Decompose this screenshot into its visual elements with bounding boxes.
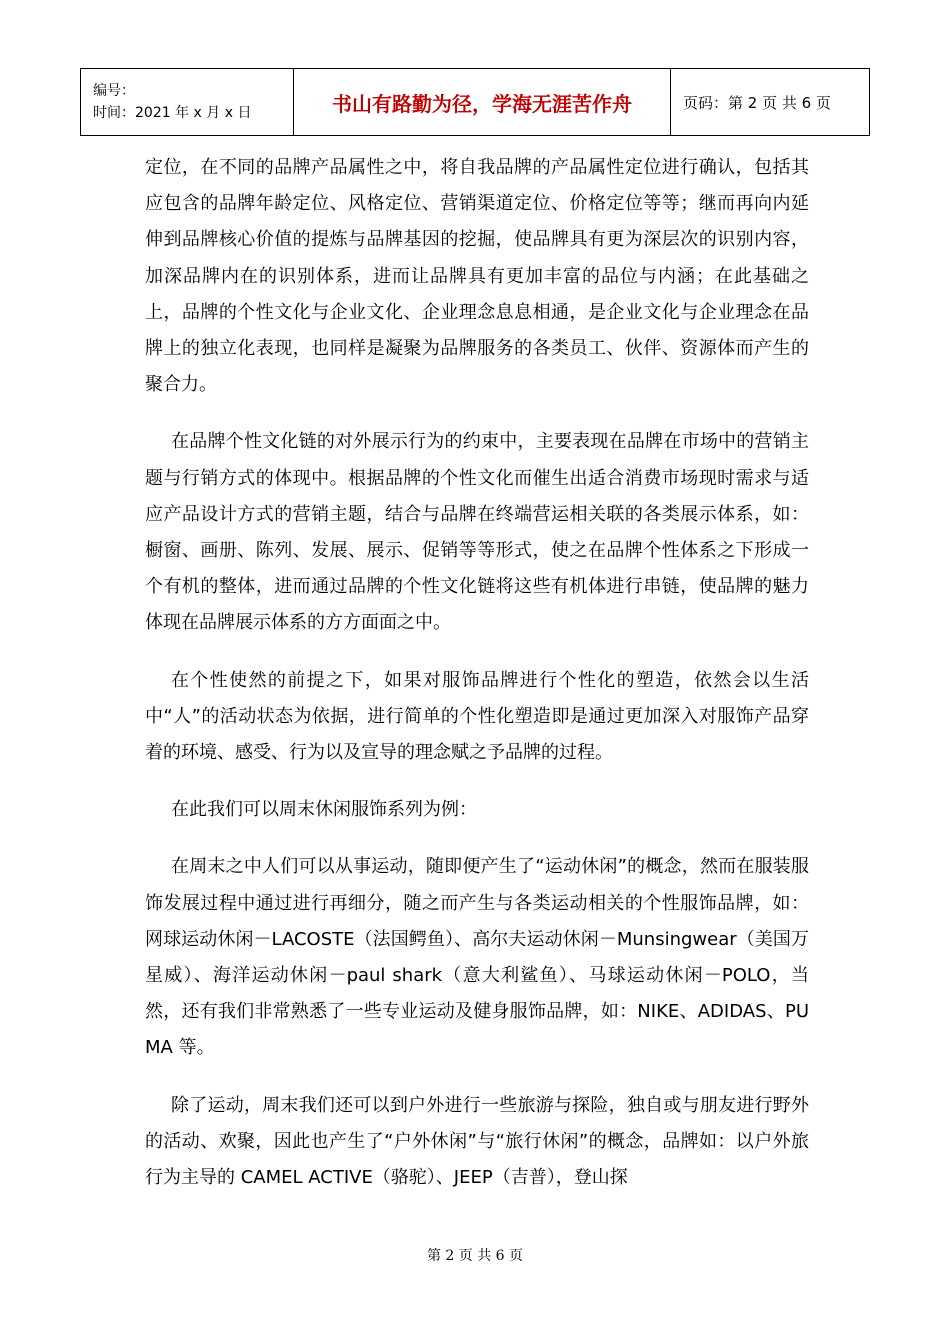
paragraph: 在个性使然的前提之下，如果对服饰品牌进行个性化的塑造，依然会以生活中“人”的活动状态为依据，进行简单的个性化塑造即是通过更加深入对服饰产品穿着的环境、感受、行为以及宣导的理念赋之予品牌的过程。 [145,669,809,764]
page-footer: 第 2 页 共 6 页 [426,1248,524,1264]
paragraph: 在周末之中人们可以从事运动，随即便产生了“运动休闲”的概念，然而在服装服饰发展过程中通过进行再细分，随之而产生与各类运动相关的个性服饰品牌，如：网球运动休闲－LACOSTE（法国鳄鱼）、高尔夫运动休闲－Munsingwear（美国万星威）、海洋运动休闲－paul shark（意大利鲨鱼）、马球运动休闲－POLO，当然，还有我们非常熟悉了一些专业运动及健身服饰品牌，如：NIKE、ADIDAS、PUMA 等。 [145,856,809,1059]
paragraph: 除了运动，周末我们还可以到户外进行一些旅游与探险，独自或与朋友进行野外的活动、欢聚，因此也产生了“户外休闲”与“旅行休闲”的概念，品牌如：以户外旅行为主导的 CAMEL ACTIVE（骆驼）、JEEP（吉普），登山探 [145,1094,809,1189]
paragraph: 定位，在不同的品牌产品属性之中，将自我品牌的产品属性定位进行确认，包括其应包含的品牌年龄定位、风格定位、营销渠道定位、价格定位等等；继而再向内延伸到品牌核心价值的提炼与品牌基因的挖掘，使品牌具有更为深层次的识别内容，加深品牌内在的识别体系，进而让品牌具有更加丰富的品位与内涵；在此基础之上，品牌的个性文化与企业文化、企业理念息息相通，是企业文化与企业理念在品牌上的独立化表现，也同样是凝聚为品牌服务的各类员工、伙伴、资源体而产生的聚合力。 [145,157,809,396]
document-number: 编号： [93,83,135,99]
header-motto: 书山有路勤为径，学海无涯苦作舟 [294,69,671,136]
paragraph: 在此我们可以周末休闲服饰系列为例： [171,799,477,821]
header-meta-cell [81,69,294,136]
document-body [145,150,809,1217]
document-time: 时间：2021 年 x 月 x 日 [93,105,252,121]
header-page-number: 页码：第 2 页 共 6 页 [671,69,870,136]
paragraph: 在品牌个性文化链的对外展示行为的约束中，主要表现在品牌在市场中的营销主题与行销方式的体现中。根据品牌的个性文化而催生出适合消费市场现时需求与适应产品设计方式的营销主题，结合与品牌在终端营运相关联的各类展示体系，如：橱窗、画册、陈列、发展、展示、促销等等形式，使之在品牌个性体系之下形成一个有机的整体，进而通过品牌的个性文化链将这些有机体进行串链，使品牌的魅力体现在品牌展示体系的方方面面之中。 [145,431,809,634]
page-header-table [80,68,870,136]
